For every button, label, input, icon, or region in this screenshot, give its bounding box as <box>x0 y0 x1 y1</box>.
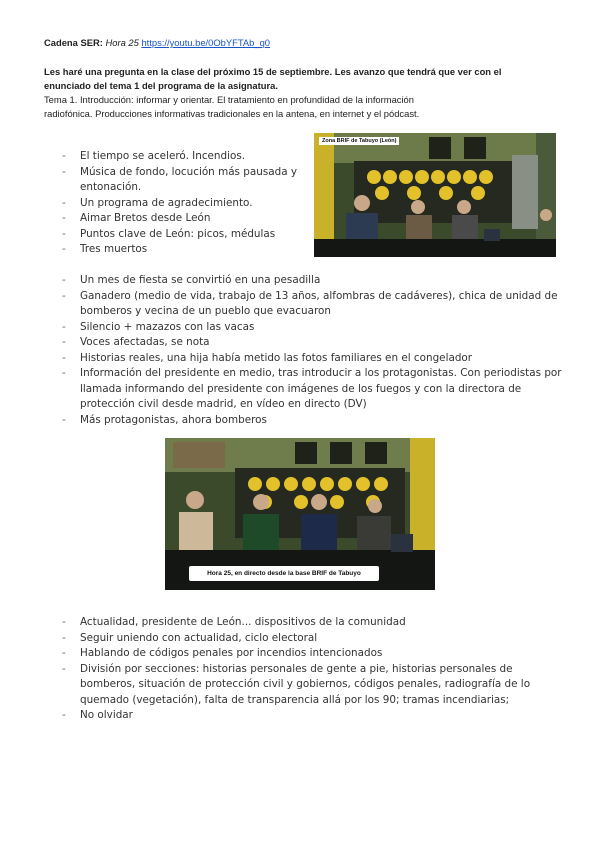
list-item: - Seguir uniendo con actualidad, ciclo electoral <box>62 631 562 647</box>
notes-list-1 <box>62 149 307 258</box>
tema-line-2: radiofónica. Producciones informativas tradicionales en la antena, en internet y el pódcast. <box>44 108 420 119</box>
list-item: - División por secciones: historias personales de gente a pie, historias personales de bomberos, situación de protección civil y gobiernos, códigos penales, radiografía de lo quemado (vegetación), falta de transparencia allá por los 90; tramas incendiarias; <box>62 662 562 709</box>
list-item: - Historias reales, una hija había metido las fotos familiares en el congelador <box>62 351 562 367</box>
list-item: - Tres muertos <box>62 242 307 258</box>
tema-line-1: Tema 1. Introducción: informar y orientar. El tratamiento en profundidad de la información <box>44 94 414 105</box>
list-item: - Hablando de códigos penales por incendios intencionados <box>62 646 562 662</box>
list-item: - Puntos clave de León: picos, médulas <box>62 227 307 243</box>
photo-1-caption: Zona BRIF de Tabuyo (León) <box>319 137 399 145</box>
list-item: - Aimar Bretos desde León <box>62 211 307 227</box>
list-item: - Actualidad, presidente de León... dispositivos de la comunidad <box>62 615 562 631</box>
header-line <box>44 37 270 48</box>
list-item: - Voces afectadas, se nota <box>62 335 562 351</box>
list-item: - No olvidar <box>62 708 562 724</box>
studio-photo-1 <box>314 133 556 257</box>
notes-list-2 <box>62 273 562 428</box>
intro-line-1: Les haré una pregunta en la clase del próximo 15 de septiembre. Les avanzo que tendrá que ver con el <box>44 66 502 77</box>
list-item: - El tiempo se aceleró. Incendios. <box>62 149 307 165</box>
program-name: Hora 25 <box>105 37 139 48</box>
youtube-link[interactable]: https://youtu.be/0ObYFTAb_q0 <box>141 37 271 48</box>
list-item: - Ganadero (medio de vida, trabajo de 13 años, alfombras de cadáveres), chica de unidad de bomberos y vecina de un pueblo que evacuaron <box>62 289 562 320</box>
intro-block <box>44 65 564 121</box>
studio-photo-2 <box>165 438 435 590</box>
notes-list-3 <box>62 615 562 724</box>
list-item: - Un programa de agradecimiento. <box>62 196 307 212</box>
list-item: - Información del presidente en medio, tras introducir a los protagonistas. Con periodistas por llamada informando del presidente con imágenes de los fuegos y con la directora de protección civil desde madrid, en vídeo en directo (DV) <box>62 366 562 413</box>
list-item: - Más protagonistas, ahora bomberos <box>62 413 562 429</box>
studio-photo-1-image <box>314 133 556 257</box>
list-item: - Silencio + mazazos con las vacas <box>62 320 562 336</box>
photo-2-caption: Hora 25, en directo desde la base BRIF de Tabuyo <box>189 566 379 581</box>
list-item: - Música de fondo, locución más pausada y entonación. <box>62 165 307 196</box>
source-label: Cadena SER: <box>44 37 103 48</box>
list-item: - Un mes de fiesta se convirtió en una pesadilla <box>62 273 562 289</box>
intro-line-2: enunciado del tema 1 del programa de la asignatura. <box>44 80 278 91</box>
